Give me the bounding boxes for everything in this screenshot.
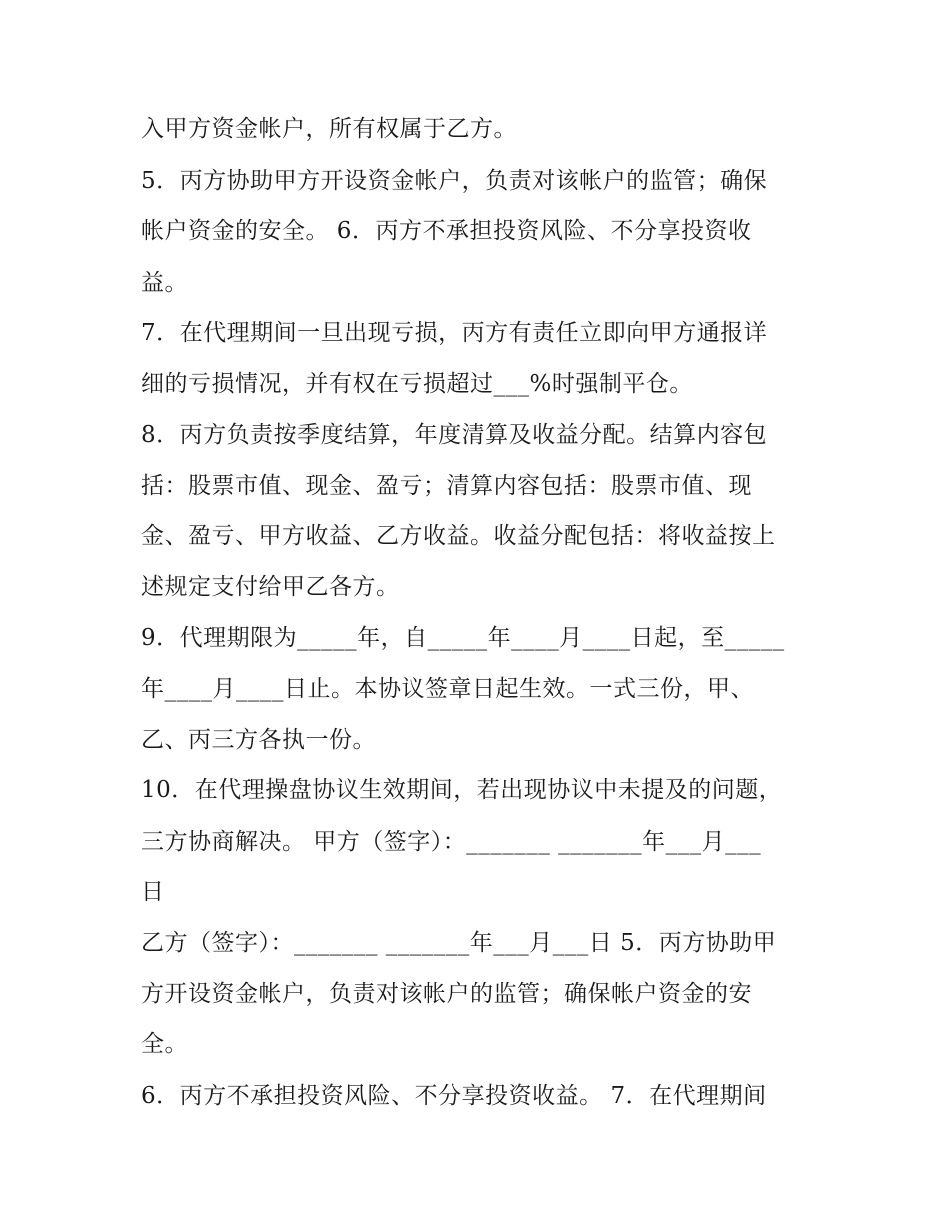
text-line: 6．丙方不承担投资风险、不分享投资收益。 7．在代理期间 xyxy=(141,1083,767,1109)
text-line: 10．在代理操盘协议生效期间，若出现协议中未提及的问题， xyxy=(141,777,783,803)
text-line: 三方协商解决。 甲方（签字）：_______ _______年___月___ xyxy=(141,829,762,855)
text-line: 括：股票市值、现金、盈亏；清算内容包括：股票市值、现 xyxy=(141,473,752,499)
text-line: 方开设资金帐户，负责对该帐户的监管；确保帐户资金的安 xyxy=(141,981,752,1007)
text-line: 乙、丙三方各执一份。 xyxy=(141,727,376,753)
text-line: 8．丙方负责按季度结算，年度清算及收益分配。结算内容包 xyxy=(141,422,768,448)
text-line: 年____月____日止。本协议签章日起生效。一式三份，甲、 xyxy=(141,676,754,702)
text-line: 乙方（签字）：_______ _______年___月___日 5．丙方协助甲 xyxy=(141,930,777,956)
text-line: 日 xyxy=(141,879,165,905)
text-line: 益。 xyxy=(141,270,188,296)
text-line: 细的亏损情况，并有权在亏损超过___%时强制平仓。 xyxy=(141,371,693,397)
text-line: 入甲方资金帐户，所有权属于乙方。 xyxy=(141,116,517,142)
text-line: 5．丙方协助甲方开设资金帐户，负责对该帐户的监管；确保 xyxy=(141,168,768,194)
text-line: 述规定支付给甲乙各方。 xyxy=(141,574,400,600)
text-line: 帐户资金的安全。 6．丙方不承担投资风险、不分享投资收 xyxy=(141,218,752,244)
text-line: 金、盈亏、甲方收益、乙方收益。收益分配包括：将收益按上 xyxy=(141,523,776,549)
text-line: 7．在代理期间一旦出现亏损，丙方有责任立即向甲方通报详 xyxy=(141,320,768,346)
text-line: 9．代理期限为_____年，自_____年____月____日起，至_____ xyxy=(141,625,785,651)
text-line: 全。 xyxy=(141,1031,188,1057)
